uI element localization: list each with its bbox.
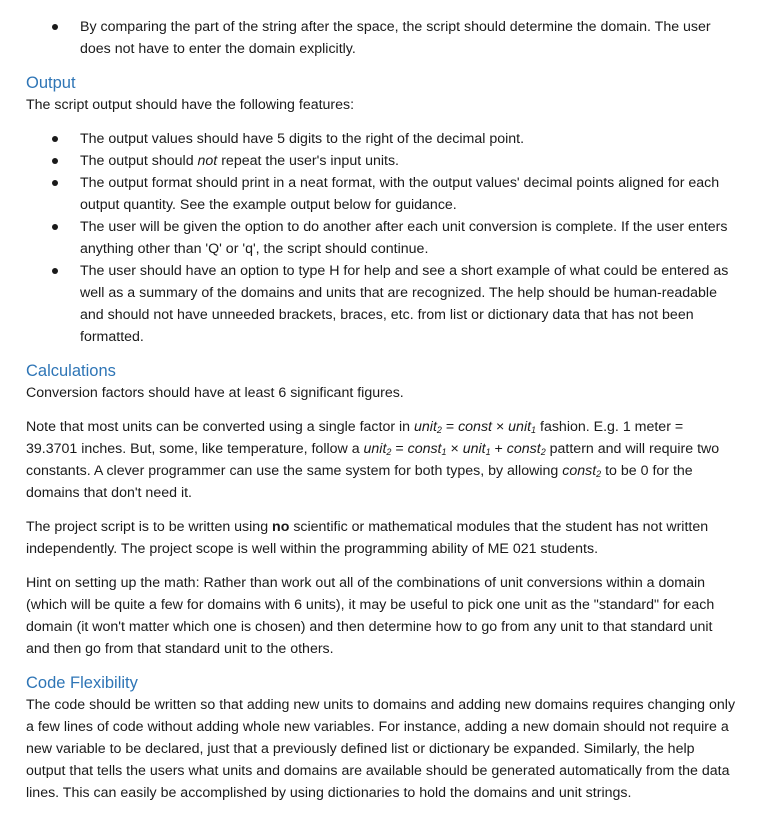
math-subscript: 2	[596, 469, 602, 479]
bold-no: no	[272, 519, 290, 535]
list-item: By comparing the part of the string after the space, the script should determine the domain. The user does not have to enter the domain explicitly.	[0, 16, 760, 60]
math-subscript: 1	[441, 447, 447, 457]
math-operator: ×	[446, 441, 463, 457]
math-subscript: 1	[531, 425, 537, 435]
math-term: const	[562, 463, 597, 479]
math-subscript: 2	[540, 447, 546, 457]
math-term: unit	[414, 419, 437, 435]
list-item: The output format should print in a neat format, with the output values' decimal points aligned for each output quantity. See the example output below for guidance.	[0, 172, 760, 216]
math-operator: ×	[492, 419, 509, 435]
emphasis-not: not	[197, 153, 218, 169]
list-item	[0, 150, 760, 172]
code-flexibility-paragraph: The code should be written so that adding new units to domains and adding new domains requires changing only a few lines of code without adding whole new variables. For instance, adding a new domain should not require a new variable to be declared, just that a previously defined list or dictionary be expanded. Similarly, the help output that tells the users what units and domains are available should be generated automatically from the data lines. This can easily be accomplished by using dictionaries to hold the domains and unit strings.	[26, 697, 736, 801]
output-intro: The script output should have the following features:	[26, 97, 355, 113]
text-run: The output should	[80, 153, 198, 169]
text-run: scientific or mathematical modules that the student has not written independently. The project scope is well within the programming ability of ME 021 students.	[26, 519, 709, 557]
text-run: fashion. E.g. 1 meter = 39.3701 inches. But, some, like temperature, follow a	[26, 419, 684, 457]
math-term: unit	[462, 441, 486, 457]
formula-single-factor	[414, 419, 536, 435]
text-run: pattern and will require two constants. A clever programmer can use the same system for both types, by allowing	[26, 441, 720, 479]
math-term: unit	[508, 419, 532, 435]
top-bullet-list	[0, 16, 760, 60]
math-term: const	[506, 441, 541, 457]
math-term: const	[407, 441, 442, 457]
output-bullet-list	[0, 128, 760, 348]
math-term: unit	[363, 441, 387, 457]
text-run: to be 0 for the domains that don't need it.	[26, 463, 693, 501]
text-run: Note that most units can be converted using a single factor in	[26, 419, 415, 435]
code-flexibility-heading: Code Flexibility	[26, 674, 138, 692]
calculations-paragraph-2	[0, 416, 760, 504]
math-operator: +	[490, 441, 507, 457]
text-run: repeat the user's input units.	[217, 153, 400, 169]
text-run: The project script is to be written using	[26, 519, 273, 535]
math-subscript: 2	[386, 447, 392, 457]
math-subscript: 2	[436, 425, 442, 435]
math-subscript: 1	[485, 447, 491, 457]
list-item: The user will be given the option to do another after each unit conversion is complete. If the user enters anything other than 'Q' or 'q', the script should continue.	[0, 216, 760, 260]
output-heading: Output	[26, 74, 76, 92]
math-operator: =	[391, 441, 408, 457]
math-term: const	[458, 419, 492, 435]
list-item: The user should have an option to type H for help and see a short example of what could be entered as well as a summary of the domains and units that are recognized. The help should be human-readable and should not have unneeded brackets, braces, etc. from list or dictionary data that has not been formatted.	[0, 260, 760, 348]
formula-two-constants	[364, 441, 546, 457]
inline-const2	[562, 463, 601, 479]
math-operator: =	[441, 419, 459, 435]
calculations-paragraph-3	[0, 516, 760, 560]
calculations-paragraph-4: Hint on setting up the math: Rather than work out all of the combinations of unit conversions within a domain (which will be quite a few for domains with 6 units), it may be useful to pick one unit as the "standard" for each domain (it won't matter which one is chosen) and then determine how to go from any unit to that standard unit and then go from that standard unit to the others.	[26, 575, 715, 657]
calculations-paragraph-1: Conversion factors should have at least 6 significant figures.	[26, 385, 404, 401]
calculations-heading: Calculations	[26, 362, 116, 380]
list-item: The output values should have 5 digits to the right of the decimal point.	[0, 128, 760, 150]
